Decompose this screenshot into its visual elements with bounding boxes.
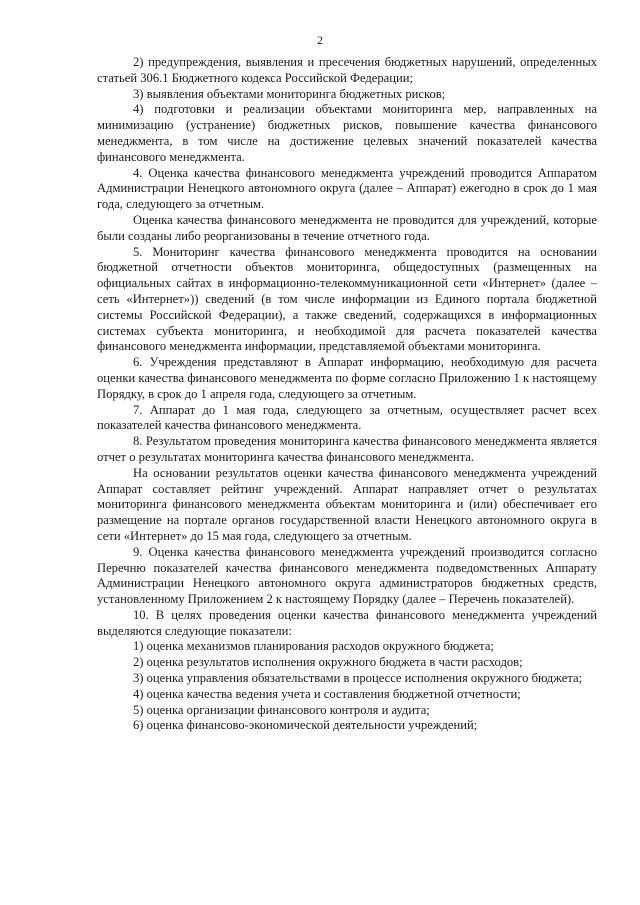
paragraph: 9. Оценка качества финансового менеджмента учреждений производится согласно Перечню показателей качества финансового менеджмента подведомственных Аппарату Администрации Ненецкого автономного округа администраторов бюджетных средств, установленному Приложением 2 к настоящему Порядку (далее – Перечень показателей). xyxy=(97,544,597,607)
paragraph: 4) подготовки и реализации объектами мониторинга мер, направленных на минимизацию (устранение) бюджетных рисков, повышение качества финансового менеджмента, в том числе на достижение целевых значений показателей качества финансового менеджмента. xyxy=(97,102,597,164)
paragraph: 7. Аппарат до 1 мая года, следующего за отчетным, осуществляет расчет всех показателей качества финансового менеджмента. xyxy=(97,402,597,433)
paragraph: Оценка качества финансового менеджмента не проводится для учреждений, которые были созданы либо реорганизованы в течение отчетного года. xyxy=(97,212,597,243)
paragraph: 2) предупреждения, выявления и пресечения бюджетных нарушений, определенных статьей 306.1 Бюджетного кодекса Российской Федерации; xyxy=(97,55,597,85)
paragraph: 6. Учреждения представляют в Аппарат информацию, необходимую для расчета оценки качества финансового менеджмента по форме согласно Приложению 1 к настоящему Порядку, в срок до 1 апреля года, следующего за отчетным. xyxy=(97,355,597,401)
list-item: 5) оценка организации финансового контроля и аудита; xyxy=(133,702,430,717)
paragraph: 5. Мониторинг качества финансового менеджмента проводится на основании бюджетной отчетности объектов мониторинга, общедоступных (размещенных на официальных сайтах в информационно-телекоммуникационной сети «Интернет» (далее – сеть «Интернет»)) сведений (в том числе информации из Единого портала бюджетной системы Российской Федерации), а также сведений, содержащихся в информационных системах субъекта мониторинга, и необходимой для расчета показателей качества финансового менеджмента информации, представляемой объектами мониторинга. xyxy=(97,244,597,354)
page-number: 2 xyxy=(317,33,323,47)
list-item: 1) оценка механизмов планирования расходов окружного бюджета; xyxy=(133,639,494,654)
list-item: 6) оценка финансово-экономической деятельности учреждений; xyxy=(133,718,478,733)
document-body xyxy=(97,55,597,734)
paragraph: 3) выявления объектами мониторинга бюджетных рисков; xyxy=(133,86,446,101)
paragraph: 8. Результатом проведения мониторинга качества финансового менеджмента является отчет о результатах мониторинга качества финансового менеджмента. xyxy=(97,434,597,464)
list-item: 2) оценка результатов исполнения окружного бюджета в части расходов; xyxy=(133,655,523,670)
paragraph: На основании результатов оценки качества финансового менеджмента учреждений Аппарат составляет рейтинг учреждений. Аппарат направляет отчет о результатах мониторинга финансового менеджмента объектам мониторинга и (или) обеспечивает его размещение на портале органов государственной власти Ненецкого автономного округа в сети «Интернет» до 15 мая года, следующего за отчетным. xyxy=(97,465,597,543)
paragraph: 10. В целях проведения оценки качества финансового менеджмента учреждений выделяются следующие показатели: xyxy=(97,607,597,638)
list-item: 4) оценка качества ведения учета и составления бюджетной отчетности; xyxy=(133,686,521,701)
list-item: 3) оценка управления обязательствами в процессе исполнения окружного бюджета; xyxy=(133,671,583,686)
paragraph: 4. Оценка качества финансового менеджмента учреждений проводится Аппаратом Администрации Ненецкого автономного округа (далее – Аппарат) ежегодно в срок до 1 мая года, следующего за отчетным. xyxy=(97,165,597,212)
